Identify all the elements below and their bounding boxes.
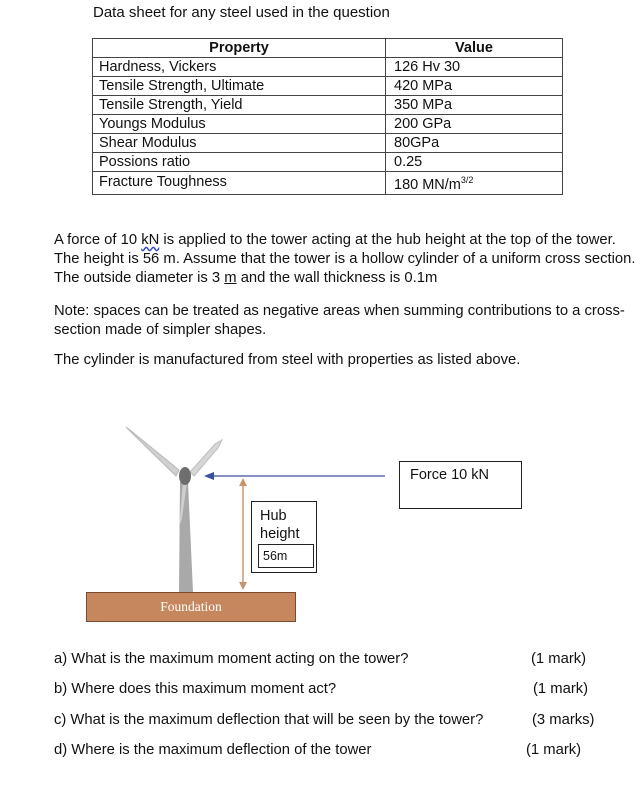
property-cell: Hardness, Vickers — [93, 58, 386, 77]
value-superscript: 3/2 — [460, 175, 474, 185]
value-cell — [386, 172, 563, 195]
problem-statement — [54, 231, 639, 288]
note-paragraph: Note: spaces can be treated as negative areas when summing contributions to a cross-section made of simpler shapes. — [54, 303, 625, 338]
hub-height-label-box — [251, 501, 317, 573]
hub-label-line: Hub — [260, 508, 287, 524]
force-label-box: Force 10 kN — [399, 461, 522, 509]
force-arrow-head — [204, 472, 214, 480]
value-text: 180 MN/m — [394, 176, 461, 193]
table-row — [93, 153, 563, 172]
table-row — [93, 96, 563, 115]
turbine-blade — [190, 440, 222, 476]
property-cell: Tensile Strength, Yield — [93, 96, 386, 115]
text-segment: A force of 10 — [54, 232, 142, 248]
steel-properties-table — [92, 38, 563, 195]
property-cell: Youngs Modulus — [93, 115, 386, 134]
height-value-box: 56m — [258, 544, 314, 568]
value-cell: 126 Hv 30 — [386, 58, 563, 77]
property-cell: Possions ratio — [93, 153, 386, 172]
table-header-row — [93, 39, 563, 58]
value-cell: 200 GPa — [386, 115, 563, 134]
hub-label-line: height — [260, 526, 300, 542]
question-a: a) What is the maximum moment acting on the tower? — [54, 651, 409, 667]
value-cell: 350 MPa — [386, 96, 563, 115]
value-cell: 420 MPa — [386, 77, 563, 96]
tower-shape — [179, 482, 193, 592]
question-c: c) What is the maximum deflection that will be seen by the tower? — [54, 712, 484, 728]
value-cell: 0.25 — [386, 153, 563, 172]
table-row — [93, 172, 563, 195]
table-row — [93, 77, 563, 96]
column-header-value: Value — [386, 39, 563, 58]
page-heading: Data sheet for any steel used in the question — [93, 4, 390, 21]
text-segment: and the wall thickness is 0.1m — [236, 270, 438, 286]
spellcheck-word: kN — [141, 232, 160, 248]
column-header-property: Property — [93, 39, 386, 58]
turbine-blade — [126, 427, 179, 476]
question-b-marks: (1 mark) — [533, 681, 589, 697]
table-row — [93, 58, 563, 77]
table-row — [93, 115, 563, 134]
underlined-unit: m — [224, 270, 237, 286]
foundation-block: Foundation — [86, 592, 296, 622]
text-segment: is applied to the tower acting at the hub height at the top of the tower. The height is 56 m. Assume that the tower is a hollow cylinder of a uniform cross section. The outside diameter is 3 — [54, 232, 636, 286]
question-a-marks: (1 mark) — [531, 651, 587, 667]
question-d: d) Where is the maximum deflection of the tower — [54, 742, 372, 758]
turbine-hub — [179, 467, 191, 485]
property-cell: Shear Modulus — [93, 134, 386, 153]
property-cell: Fracture Toughness — [93, 172, 386, 195]
question-b: b) Where does this maximum moment act? — [54, 681, 337, 697]
table-row — [93, 134, 563, 153]
height-arrow-bottom — [239, 582, 247, 590]
question-c-marks: (3 marks) — [532, 712, 595, 728]
height-arrow-top — [239, 478, 247, 486]
question-d-marks: (1 mark) — [526, 742, 582, 758]
material-paragraph: The cylinder is manufactured from steel with properties as listed above. — [54, 352, 521, 368]
property-cell: Tensile Strength, Ultimate — [93, 77, 386, 96]
hub-height-label — [260, 507, 300, 543]
value-cell: 80GPa — [386, 134, 563, 153]
